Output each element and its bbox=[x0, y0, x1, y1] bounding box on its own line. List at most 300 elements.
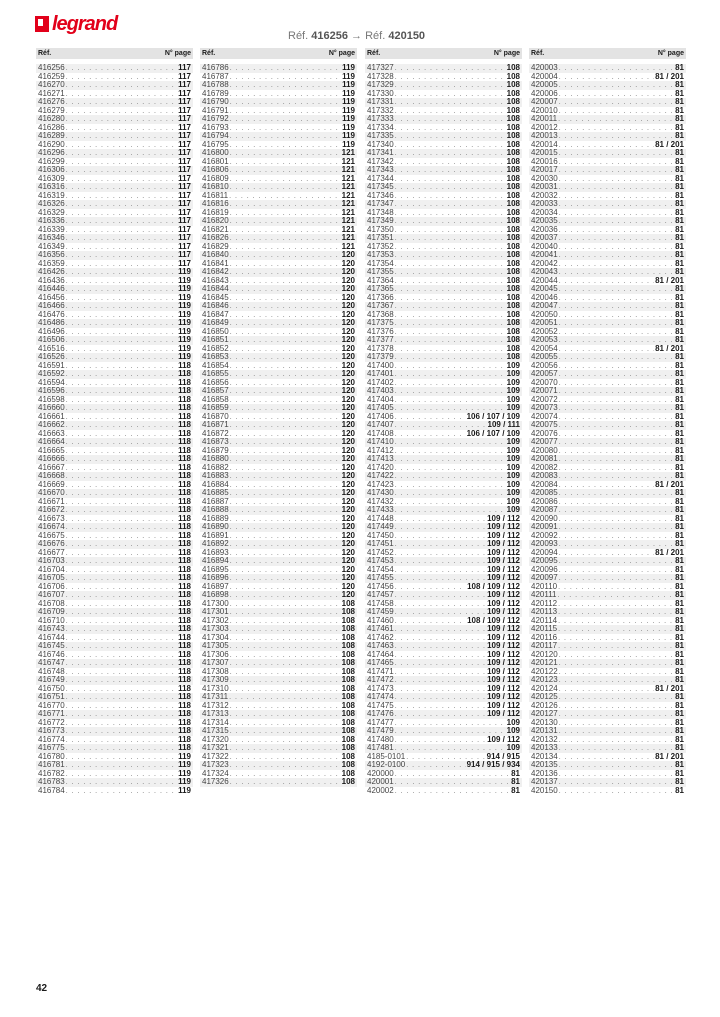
reference-number: 417307 bbox=[202, 658, 229, 667]
reference-number: 420037 bbox=[531, 233, 558, 242]
reference-number: 416744 bbox=[38, 632, 65, 642]
dot-leader bbox=[559, 167, 674, 176]
reference-number: 420131 bbox=[531, 726, 558, 735]
page-reference: 81 bbox=[675, 530, 684, 540]
page-reference: 108 bbox=[506, 190, 520, 200]
page-reference: 81 bbox=[675, 726, 684, 735]
reference-number: 420126 bbox=[531, 700, 558, 710]
reference-number: 416894 bbox=[202, 556, 229, 565]
reference-number: 417450 bbox=[367, 530, 394, 540]
page-reference: 81 bbox=[675, 411, 684, 421]
dot-leader bbox=[230, 82, 341, 91]
reference-number: 420002 bbox=[367, 785, 394, 795]
reference-number: 416852 bbox=[202, 343, 229, 353]
page-reference: 119 bbox=[342, 139, 355, 149]
reference-number: 417342 bbox=[367, 156, 394, 166]
page-reference: 109 bbox=[506, 437, 520, 446]
reference-number: 417328 bbox=[367, 71, 394, 81]
page-reference: 109 bbox=[506, 717, 520, 727]
page-reference: 81 bbox=[675, 190, 684, 200]
dot-leader bbox=[230, 686, 341, 695]
page-reference: 118 bbox=[178, 377, 191, 387]
dot-leader bbox=[230, 677, 341, 686]
page-reference: 81 bbox=[675, 326, 684, 336]
reference-number: 420135 bbox=[531, 760, 558, 769]
page-reference: 108 bbox=[506, 114, 520, 123]
reference-number: 416783 bbox=[38, 777, 65, 786]
dot-leader bbox=[230, 422, 341, 431]
reference-number: 417481 bbox=[367, 743, 394, 752]
page-reference: 118 bbox=[178, 386, 191, 395]
page-reference: 109 bbox=[506, 488, 520, 497]
page-reference: 108 bbox=[506, 267, 520, 276]
page-reference: 81 bbox=[675, 301, 684, 310]
page-reference: 108 / 109 / 112 bbox=[467, 581, 520, 591]
reference-number: 416316 bbox=[38, 182, 65, 191]
page-reference: 108 bbox=[506, 284, 520, 293]
reference-number: 416705 bbox=[38, 573, 65, 582]
dot-leader bbox=[66, 686, 177, 695]
page-reference: 108 bbox=[506, 148, 520, 157]
dot-leader bbox=[230, 575, 341, 584]
dot-leader bbox=[66, 601, 177, 610]
page-reference: 119 bbox=[342, 71, 355, 81]
column-header bbox=[365, 48, 522, 59]
page-reference: 81 bbox=[675, 743, 684, 752]
dot-leader bbox=[66, 227, 177, 236]
reference-number: 417331 bbox=[367, 97, 394, 106]
page-reference: 120 bbox=[341, 284, 355, 293]
dot-leader bbox=[395, 788, 510, 797]
page-reference: 121 bbox=[341, 156, 355, 166]
reference-number: 420032 bbox=[531, 190, 558, 200]
dot-leader bbox=[395, 643, 486, 652]
dot-leader bbox=[230, 201, 341, 210]
reference-number: 420042 bbox=[531, 258, 558, 268]
dot-leader bbox=[66, 176, 177, 185]
dot-leader bbox=[395, 584, 466, 593]
reference-number: 417340 bbox=[367, 139, 394, 149]
dot-leader bbox=[395, 346, 506, 355]
reference-number: 417474 bbox=[367, 692, 394, 701]
page-reference: 81 bbox=[511, 785, 520, 795]
dot-leader bbox=[559, 371, 674, 380]
dot-leader bbox=[395, 660, 486, 669]
page-reference: 81 bbox=[675, 131, 684, 140]
dot-leader bbox=[66, 312, 177, 321]
dot-leader bbox=[559, 669, 674, 678]
dot-leader bbox=[230, 116, 341, 125]
page-reference: 108 bbox=[506, 207, 520, 217]
dot-leader bbox=[559, 82, 674, 91]
reference-number: 417310 bbox=[202, 683, 229, 693]
reference-number: 416844 bbox=[202, 284, 229, 293]
reference-number: 416775 bbox=[38, 743, 65, 752]
reference-number: 417422 bbox=[367, 471, 394, 480]
range-prefix-to: Réf. bbox=[365, 30, 386, 42]
dot-leader bbox=[66, 737, 177, 746]
reference-number: 420055 bbox=[531, 352, 558, 361]
dot-leader bbox=[559, 788, 674, 797]
reference-number: 420093 bbox=[531, 539, 558, 548]
reference-number: 416309 bbox=[38, 173, 65, 183]
reference-number: 416794 bbox=[202, 131, 229, 140]
reference-number: 420001 bbox=[367, 777, 394, 786]
page-reference: 118 bbox=[178, 454, 191, 463]
dot-leader bbox=[559, 184, 674, 193]
reference-number: 416660 bbox=[38, 403, 65, 412]
page-reference: 118 bbox=[178, 513, 191, 523]
page-reference: 81 / 201 bbox=[655, 479, 684, 489]
reference-number: 416677 bbox=[38, 547, 65, 557]
reference-number: 420004 bbox=[531, 71, 558, 81]
reference-number: 420132 bbox=[531, 734, 558, 744]
dot-leader bbox=[230, 567, 341, 576]
reference-number: 416795 bbox=[202, 139, 229, 149]
page-reference: 118 bbox=[178, 734, 191, 744]
column-header-ref: Réf. bbox=[531, 50, 545, 57]
page-reference: 119 bbox=[178, 275, 191, 285]
page-reference: 119 bbox=[342, 131, 355, 140]
dot-leader bbox=[395, 167, 506, 176]
reference-number: 420006 bbox=[531, 88, 558, 98]
dot-leader bbox=[395, 99, 506, 108]
dot-leader bbox=[559, 754, 654, 763]
dot-leader bbox=[558, 592, 675, 601]
page-reference: 81 bbox=[675, 649, 684, 659]
dot-leader bbox=[395, 677, 486, 686]
page-reference: 118 bbox=[178, 573, 191, 582]
reference-number: 416870 bbox=[202, 411, 229, 421]
dot-leader bbox=[230, 337, 341, 346]
page-reference: 81 bbox=[675, 360, 684, 370]
page-reference: 118 bbox=[178, 641, 191, 650]
dot-leader bbox=[559, 405, 674, 414]
reference-number: 416898 bbox=[202, 590, 229, 599]
reference-number: 417379 bbox=[367, 352, 394, 361]
page-reference: 108 bbox=[506, 182, 520, 191]
reference-number: 416669 bbox=[38, 479, 65, 489]
reference-number: 416270 bbox=[38, 80, 65, 89]
reference-number: 416259 bbox=[38, 71, 65, 81]
page-reference: 81 bbox=[675, 241, 684, 251]
reference-number: 417355 bbox=[367, 267, 394, 276]
reference-number: 416789 bbox=[202, 88, 229, 98]
page-reference: 81 bbox=[675, 454, 684, 463]
dot-leader bbox=[230, 456, 341, 465]
dot-leader bbox=[66, 550, 177, 559]
reference-number: 417301 bbox=[202, 607, 229, 616]
reference-number: 420090 bbox=[531, 513, 558, 523]
dot-leader bbox=[559, 295, 674, 304]
reference-number: 417368 bbox=[367, 309, 394, 319]
page-reference: 119 bbox=[178, 326, 191, 336]
page-reference: 120 bbox=[341, 267, 355, 276]
reference-number: 416591 bbox=[38, 360, 65, 370]
reference-number: 417455 bbox=[367, 573, 394, 582]
reference-number: 420127 bbox=[531, 709, 558, 718]
page-reference: 109 / 112 bbox=[487, 513, 520, 523]
reference-number: 420122 bbox=[531, 666, 558, 676]
dot-leader bbox=[66, 745, 177, 754]
reference-number: 417341 bbox=[367, 148, 394, 157]
dot-leader bbox=[66, 329, 177, 338]
dot-leader bbox=[230, 397, 341, 406]
reference-number: 416845 bbox=[202, 292, 229, 302]
reference-number: 420150 bbox=[531, 785, 558, 795]
reference-number: 420091 bbox=[531, 522, 558, 531]
dot-leader bbox=[395, 150, 506, 159]
page-reference: 81 bbox=[675, 496, 684, 506]
dot-leader bbox=[559, 176, 674, 185]
page-reference: 121 bbox=[341, 224, 355, 234]
reference-number: 416885 bbox=[202, 488, 229, 497]
dot-leader bbox=[230, 278, 341, 287]
page-reference: 121 bbox=[341, 148, 355, 157]
reference-number: 417347 bbox=[367, 199, 394, 208]
dot-leader bbox=[66, 711, 177, 720]
index-entry bbox=[36, 787, 193, 796]
reference-number: 416675 bbox=[38, 530, 65, 540]
page-reference: 108 bbox=[506, 241, 520, 251]
dot-leader bbox=[230, 524, 341, 533]
page-number: 42 bbox=[36, 983, 48, 994]
dot-leader bbox=[230, 286, 341, 295]
reference-number: 417367 bbox=[367, 301, 394, 310]
page-reference: 108 bbox=[506, 97, 520, 106]
dot-leader bbox=[230, 303, 341, 312]
page-reference: 109 / 112 bbox=[487, 709, 520, 718]
dot-leader bbox=[395, 397, 506, 406]
page-reference: 81 bbox=[675, 513, 684, 523]
page-reference: 81 bbox=[675, 428, 684, 438]
page-reference: 117 bbox=[178, 173, 191, 183]
page-reference: 108 bbox=[506, 63, 520, 72]
range-prefix-from: Réf. bbox=[288, 30, 309, 42]
page-reference: 109 / 112 bbox=[487, 607, 520, 616]
page-reference: 120 bbox=[341, 428, 355, 438]
reference-number: 417458 bbox=[367, 598, 394, 608]
reference-number: 416592 bbox=[38, 369, 65, 378]
dot-leader bbox=[230, 703, 341, 712]
reference-number: 417333 bbox=[367, 114, 394, 123]
dot-leader bbox=[230, 601, 341, 610]
dot-leader bbox=[230, 754, 341, 763]
page-reference: 117 bbox=[178, 148, 191, 157]
reference-number: 416889 bbox=[202, 513, 229, 523]
reference-number: 417479 bbox=[367, 726, 394, 735]
dot-leader bbox=[395, 278, 506, 287]
page-reference: 120 bbox=[341, 360, 355, 370]
page-reference: 81 bbox=[675, 556, 684, 565]
dot-leader bbox=[395, 244, 506, 253]
reference-number: 417351 bbox=[367, 233, 394, 242]
reference-number: 417412 bbox=[367, 445, 394, 455]
legrand-logo bbox=[35, 14, 117, 34]
page-reference: 118 bbox=[178, 539, 191, 548]
dot-leader bbox=[230, 533, 341, 542]
dot-leader bbox=[395, 550, 486, 559]
reference-number: 417430 bbox=[367, 488, 394, 497]
dot-leader bbox=[66, 210, 177, 219]
reference-number: 417304 bbox=[202, 632, 229, 642]
page-reference: 118 bbox=[178, 403, 191, 412]
page-reference: 119 bbox=[178, 284, 191, 293]
dot-leader bbox=[230, 167, 341, 176]
dot-leader bbox=[395, 261, 506, 270]
reference-number: 417480 bbox=[367, 734, 394, 744]
dot-leader bbox=[395, 380, 506, 389]
dot-leader bbox=[395, 159, 506, 168]
dot-leader bbox=[66, 201, 177, 210]
column-header-ref: Réf. bbox=[367, 50, 381, 57]
reference-number: 420086 bbox=[531, 496, 558, 506]
reference-number: 420094 bbox=[531, 547, 558, 557]
dot-leader bbox=[230, 252, 341, 261]
dot-leader bbox=[66, 414, 177, 423]
reference-number: 416296 bbox=[38, 148, 65, 157]
page-reference: 117 bbox=[178, 207, 191, 217]
reference-number: 416820 bbox=[202, 216, 229, 225]
page-reference: 109 bbox=[506, 726, 520, 735]
dot-leader bbox=[66, 567, 177, 576]
reference-number: 416893 bbox=[202, 547, 229, 557]
reference-number: 417403 bbox=[367, 386, 394, 395]
dot-leader bbox=[395, 737, 486, 746]
dot-leader bbox=[395, 337, 506, 346]
page-reference: 117 bbox=[178, 139, 191, 149]
reference-number: 416781 bbox=[38, 760, 65, 769]
reference-number: 420087 bbox=[531, 505, 558, 514]
page-reference: 108 bbox=[506, 105, 520, 115]
reference-number: 417461 bbox=[367, 624, 394, 633]
dot-leader bbox=[66, 507, 177, 516]
reference-number: 416801 bbox=[202, 156, 229, 166]
dot-leader bbox=[230, 669, 341, 678]
dot-leader bbox=[66, 431, 177, 440]
dot-leader bbox=[395, 567, 486, 576]
reference-number: 417378 bbox=[367, 343, 394, 353]
reference-number: 417402 bbox=[367, 377, 394, 387]
dot-leader bbox=[395, 652, 486, 661]
page-reference: 118 bbox=[178, 471, 191, 480]
dot-leader bbox=[66, 388, 177, 397]
dot-leader bbox=[66, 252, 177, 261]
page-reference: 108 bbox=[506, 318, 520, 327]
reference-number: 416349 bbox=[38, 241, 65, 251]
reference-number: 416871 bbox=[202, 420, 229, 429]
page-reference: 108 bbox=[341, 615, 355, 625]
dot-leader bbox=[66, 235, 177, 244]
reference-number: 416280 bbox=[38, 114, 65, 123]
dot-leader bbox=[559, 533, 674, 542]
reference-number: 420052 bbox=[531, 326, 558, 336]
page-reference: 109 bbox=[506, 403, 520, 412]
page-reference: 81 bbox=[675, 615, 684, 625]
page-reference: 119 bbox=[342, 122, 355, 132]
page-reference: 109 bbox=[506, 454, 520, 463]
reference-number: 417464 bbox=[367, 649, 394, 659]
page-reference: 109 bbox=[506, 369, 520, 378]
page-reference: 109 / 112 bbox=[487, 700, 520, 710]
dot-leader bbox=[559, 737, 674, 746]
page-reference: 81 bbox=[675, 292, 684, 302]
reference-number: 417473 bbox=[367, 683, 394, 693]
page-reference: 109 bbox=[506, 479, 520, 489]
reference-number: 416672 bbox=[38, 505, 65, 514]
page-reference: 117 bbox=[178, 97, 191, 106]
dot-leader bbox=[230, 490, 341, 499]
page-reference: 81 bbox=[675, 105, 684, 115]
reference-number: 417462 bbox=[367, 632, 394, 642]
dot-leader bbox=[559, 108, 674, 117]
reference-number: 420031 bbox=[531, 182, 558, 191]
column-header-page: N° page bbox=[328, 50, 355, 57]
index-entry bbox=[200, 778, 357, 787]
reference-number: 417343 bbox=[367, 165, 394, 174]
dot-leader bbox=[559, 762, 674, 771]
page-reference: 109 / 112 bbox=[487, 692, 520, 701]
page-reference: 109 / 112 bbox=[487, 539, 520, 548]
reference-number: 416703 bbox=[38, 556, 65, 565]
dot-leader bbox=[66, 703, 177, 712]
reference-number: 417465 bbox=[367, 658, 394, 667]
reference-number: 416809 bbox=[202, 173, 229, 183]
page-reference: 108 bbox=[506, 352, 520, 361]
reference-number: 416856 bbox=[202, 377, 229, 387]
reference-number: 417300 bbox=[202, 598, 229, 608]
reference-number: 417404 bbox=[367, 394, 394, 404]
page-reference: 108 bbox=[506, 250, 520, 259]
dot-leader bbox=[66, 558, 177, 567]
page-reference: 81 bbox=[675, 318, 684, 327]
dot-leader bbox=[559, 380, 674, 389]
reference-number: 417349 bbox=[367, 216, 394, 225]
dot-leader bbox=[230, 635, 341, 644]
dot-leader bbox=[395, 720, 506, 729]
reference-number: 417303 bbox=[202, 624, 229, 633]
page-reference: 108 bbox=[506, 335, 520, 344]
reference-number: 417454 bbox=[367, 564, 394, 574]
reference-number: 420010 bbox=[531, 105, 558, 115]
dot-leader bbox=[559, 779, 674, 788]
page-reference: 81 bbox=[675, 156, 684, 166]
page-reference: 119 bbox=[178, 343, 191, 353]
dot-leader bbox=[230, 142, 341, 151]
reference-number: 420015 bbox=[531, 148, 558, 157]
reference-number: 416816 bbox=[202, 199, 229, 208]
dot-leader bbox=[66, 575, 177, 584]
dot-leader bbox=[559, 252, 674, 261]
page-reference: 109 bbox=[506, 505, 520, 514]
dot-leader bbox=[66, 533, 177, 542]
reference-number: 416787 bbox=[202, 71, 229, 81]
reference-number: 417420 bbox=[367, 462, 394, 472]
dot-leader bbox=[559, 244, 674, 253]
reference-number: 416884 bbox=[202, 479, 229, 489]
page-reference: 81 bbox=[675, 148, 684, 157]
page-reference: 109 / 112 bbox=[487, 666, 520, 676]
reference-number: 420050 bbox=[531, 309, 558, 319]
reference-number: 417353 bbox=[367, 250, 394, 259]
page-reference: 109 bbox=[506, 462, 520, 472]
page-reference: 81 bbox=[675, 224, 684, 234]
dot-leader bbox=[559, 235, 674, 244]
reference-number: 420125 bbox=[531, 692, 558, 701]
page-reference: 108 bbox=[506, 224, 520, 234]
dot-leader bbox=[395, 465, 506, 474]
reference-number: 420133 bbox=[531, 743, 558, 752]
